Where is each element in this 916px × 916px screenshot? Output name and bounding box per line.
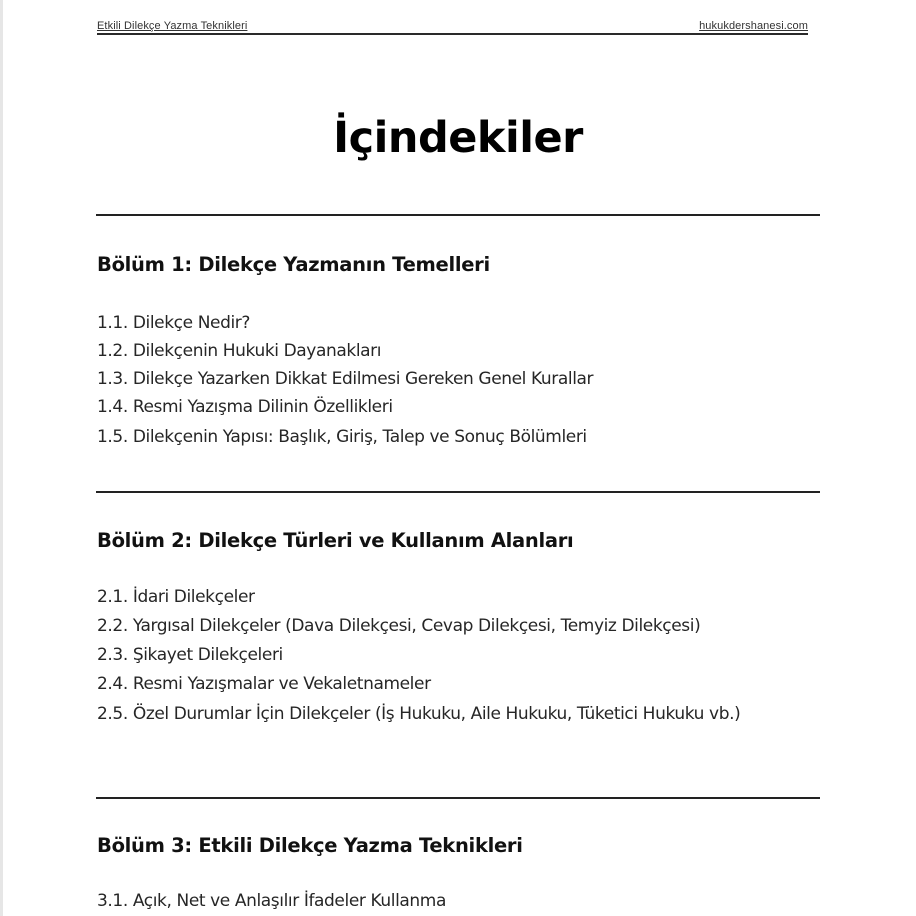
header-website: hukukdershanesi.com — [699, 20, 808, 32]
section-divider — [96, 214, 820, 216]
toc-item: 2.1. İdari Dilekçeler — [97, 587, 255, 607]
toc-item: 1.5. Dilekçenin Yapısı: Başlık, Giriş, Talep ve Sonuç Bölümleri — [97, 427, 587, 447]
toc-item: 2.2. Yargısal Dilekçeler (Dava Dilekçesi, Cevap Dilekçesi, Temyiz Dilekçesi) — [97, 616, 701, 636]
section-title-1: Bölüm 1: Dilekçe Yazmanın Temelleri — [97, 253, 490, 276]
section-3-items — [97, 887, 807, 915]
toc-item: 3.1. Açık, Net ve Anlaşılır İfadeler Kullanma — [97, 891, 446, 911]
toc-item: 2.4. Resmi Yazışmalar ve Vekaletnameler — [97, 674, 431, 694]
toc-item: 1.1. Dilekçe Nedir? — [97, 313, 250, 333]
toc-item: 2.5. Özel Durumlar İçin Dilekçeler (İş Hukuku, Aile Hukuku, Tüketici Hukuku vb.) — [97, 704, 741, 724]
section-divider — [96, 797, 820, 799]
page-title: İçindekiler — [333, 113, 583, 163]
toc-item: 1.2. Dilekçenin Hukuki Dayanakları — [97, 341, 382, 361]
header-document-title: Etkili Dilekçe Yazma Teknikleri — [97, 20, 248, 32]
section-divider — [96, 491, 820, 493]
section-1-items — [97, 309, 807, 451]
running-header — [97, 17, 808, 35]
toc-item: 1.3. Dilekçe Yazarken Dikkat Edilmesi Gereken Genel Kurallar — [97, 369, 594, 389]
section-title-2: Bölüm 2: Dilekçe Türleri ve Kullanım Alanları — [97, 529, 574, 552]
toc-item: 2.3. Şikayet Dilekçeleri — [97, 645, 283, 665]
section-2-items — [97, 583, 807, 730]
toc-item: 1.4. Resmi Yazışma Dilinin Özellikleri — [97, 397, 393, 417]
section-title-3: Bölüm 3: Etkili Dilekçe Yazma Teknikleri — [97, 834, 523, 857]
